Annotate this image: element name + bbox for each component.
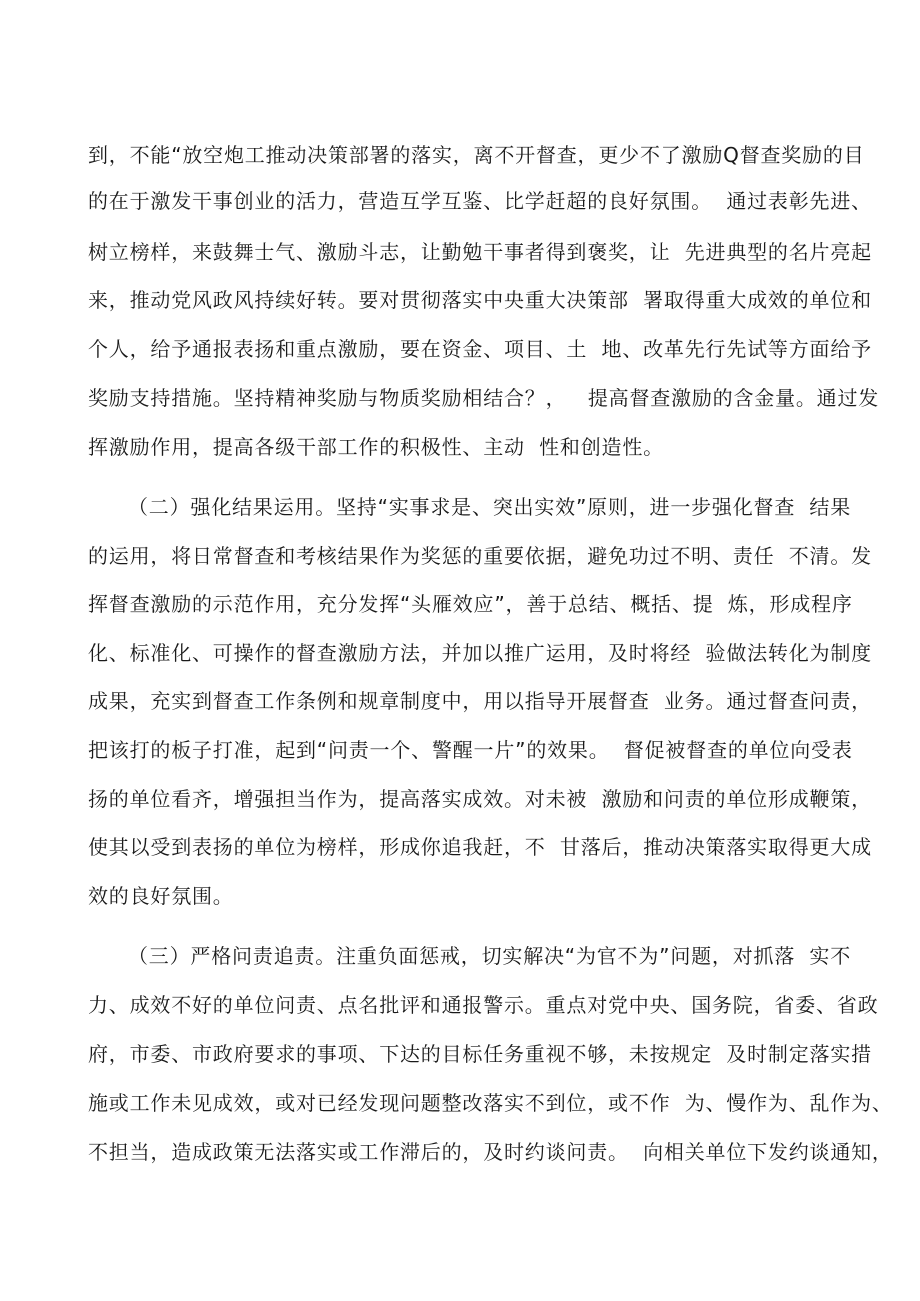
text-line: 府，市委、市政府要求的事项、下达的目标任务重视不够，未按规定 及时制定落实措 xyxy=(88,1042,872,1066)
text-line: （三）严格问责追责。注重负面惩戒，切实解决“为官不为”问题，对抓落 实不 xyxy=(128,944,852,968)
text-line: 把该打的板子打准，起到“问责一个、警醒一片”的效果。 督促被督查的单位向受表 xyxy=(88,738,853,762)
text-line: 成果，充实到督查工作条例和规章制度中，用以指导开展督查 业务。通过督查问责， xyxy=(88,689,872,713)
text-line: 树立榜样，来鼓舞士气、激励斗志，让勤勉干事者得到褒奖，让 先进典型的名片亮起 xyxy=(88,240,872,264)
text-line: 施或工作未见成效，或对已经发现问题整改落实不到位，或不作 为、慢作为、乱作为、 xyxy=(88,1091,893,1115)
text-line: 个人，给予通报表扬和重点激励，要在资金、项目、土 地、改革先行先试等方面给予 xyxy=(88,337,872,361)
text-line: 使其以受到表扬的单位为榜样，形成你追我赶，不 甘落后，推动决策落实取得更大成 xyxy=(88,835,872,859)
text-line: （二）强化结果运用。坚持“实事求是、突出实效”原则，进一步强化督查 结果 xyxy=(128,495,852,519)
text-line: 挥激励作用，提高各级干部工作的积极性、主动 性和创造性。 xyxy=(88,435,664,459)
text-line: 的运用，将日常督查和考核结果作为奖惩的重要依据，避免功过不明、责任 不清。发 xyxy=(88,544,872,568)
text-line: 力、成效不好的单位问责、点名批评和通报警示。重点对党中央、国务院，省委、省政 xyxy=(88,993,879,1017)
text-line: 效的良好氛围。 xyxy=(88,884,234,908)
text-line: 扬的单位看齐，增强担当作为，提高落实成效。对未被 激励和问责的单位形成鞭策， xyxy=(88,787,872,811)
text-line: 挥督查激励的示范作用，充分发挥“头雁效应”，善于总结、概括、提 炼，形成程序 xyxy=(88,592,853,616)
text-line: 的在于激发干事创业的活力，营造互学互鉴、比学赶超的良好氛围。 通过表彰先进、 xyxy=(88,189,872,213)
text-line: 来，推动党风政风持续好转。要对贯彻落实中央重大决策部 署取得重大成效的单位和 xyxy=(88,288,872,312)
text-line: 奖励支持措施。坚持精神奖励与物质奖励相结合？， 提高督查激励的含金量。通过发 xyxy=(88,386,880,410)
text-line: 化、标准化、可操作的督查激励方法，并加以推广运用，及时将经 验做法转化为制度 xyxy=(88,641,872,665)
text-line: 不担当，造成政策无法落实或工作滞后的，及时约谈问责。 向相关单位下发约谈通知， xyxy=(88,1140,893,1164)
text-line: 到，不能“放空炮工推动决策部署的落实，离不开督查，更少不了激励Q督查奖励的目 xyxy=(88,143,865,167)
